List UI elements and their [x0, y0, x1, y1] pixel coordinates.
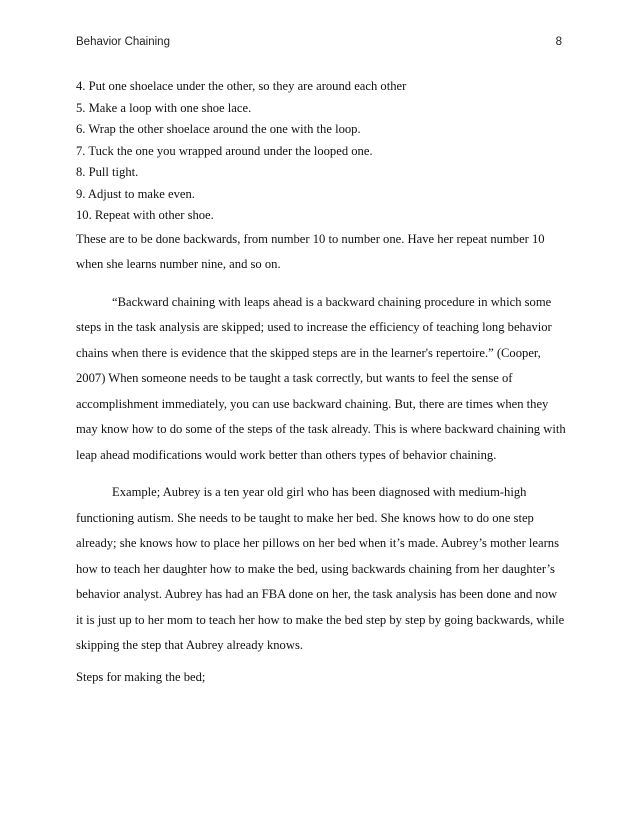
document-body: [76, 76, 566, 690]
text-line: Steps for making the bed;: [76, 669, 206, 684]
list-item: 5. Make a loop with one shoe lace.: [76, 100, 252, 115]
list-item: 10. Repeat with other shoe.: [76, 208, 214, 222]
running-title: Behavior Chaining: [76, 36, 170, 48]
text-line: skipping the step that Aubrey already knows.: [76, 638, 303, 652]
text-line: leap ahead modifications would work better than others types of behavior chaining.: [76, 447, 497, 462]
list-item: 7. Tuck the one you wrapped around under the looped one.: [76, 143, 373, 158]
paragraph-backward-chaining-definition: [76, 290, 566, 469]
text-line: Example; Aubrey is a ten year old girl who has been diagnosed with medium-high: [112, 485, 527, 499]
list-item: 8. Pull tight.: [76, 165, 139, 179]
list-item: 4. Put one shoelace under the other, so they are around each other: [76, 79, 407, 93]
paragraph-example: [76, 480, 565, 659]
list-item: 6. Wrap the other shoelace around the one with the loop.: [76, 122, 361, 136]
text-line: chains when there is evidence that the skipped steps are in the learner's repertoire.” (Cooper,: [76, 345, 541, 360]
text-line: when she learns number nine, and so on.: [76, 257, 281, 271]
text-line: behavior analyst. Aubrey has had an FBA done on her, the task analysis has been done and now: [76, 587, 558, 601]
text-line: already; she knows how to place her pillows on her bed when it’s made. Aubrey’s mother learns: [76, 536, 559, 550]
text-line: “Backward chaining with leaps ahead is a backward chaining procedure in which some: [112, 294, 552, 309]
page-number: 8: [555, 36, 562, 48]
text-line: accomplishment immediately, you can use backward chaining. But, there are times when they: [76, 396, 549, 411]
text-line: steps in the task analysis are skipped; used to increase the efficiency of teaching long behavior: [76, 320, 552, 334]
text-line: it is just up to her mom to teach her how to make the bed step by step by going backwards, while: [76, 612, 565, 627]
paragraph-backwards-note: [76, 227, 562, 278]
text-line: how to teach her daughter how to make the bed, using backwards chaining from her daughter’s: [76, 561, 555, 576]
numbered-steps-list: [76, 76, 562, 227]
paragraph-steps-heading: [76, 665, 562, 691]
list-item: 9. Adjust to make even.: [76, 186, 195, 201]
text-line: 2007) When someone needs to be taught a task correctly, but wants to feel the sense of: [76, 371, 513, 385]
text-line: may know how to do some of the steps of the task already. This is where backward chaining with: [76, 422, 566, 436]
text-line: These are to be done backwards, from number 10 to number one. Have her repeat number 10: [76, 231, 545, 246]
text-line: functioning autism. She needs to be taught to make her bed. She knows how to do one step: [76, 510, 534, 525]
